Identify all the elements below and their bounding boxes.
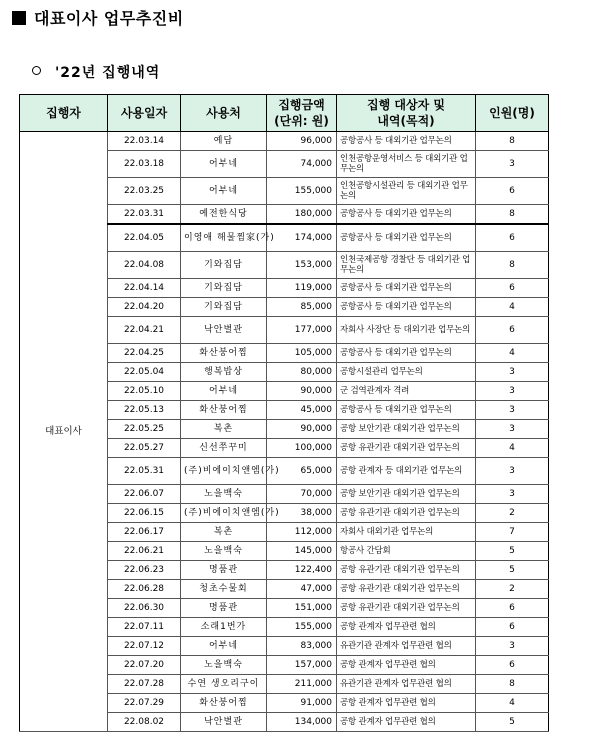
place-cell: 명품관: [181, 561, 267, 580]
amount-cell: 134,000: [267, 713, 337, 732]
count-cell: 3: [476, 420, 549, 439]
document-title-text: 대표이사 업무추진비: [34, 9, 184, 28]
count-cell: 3: [476, 485, 549, 504]
description-cell: 유관기관 관계자 업무관련 협의: [337, 637, 476, 656]
place-cell: 소래1번가: [181, 618, 267, 637]
date-cell: 22.06.07: [108, 485, 181, 504]
date-cell: 22.05.13: [108, 401, 181, 420]
description-cell: 공항공사 등 대외기관 업무논의: [337, 298, 476, 317]
header-executor: 집행자: [20, 95, 108, 132]
table-body: [20, 132, 549, 732]
description-cell: 공항공사 등 대외기관 업무논의: [337, 224, 476, 252]
header-place: 사용처: [181, 95, 267, 132]
count-cell: 3: [476, 401, 549, 420]
amount-cell: 38,000: [267, 504, 337, 523]
expense-table: [19, 94, 549, 732]
header-desc-line2: 내역(목적): [377, 114, 435, 128]
date-cell: 22.06.17: [108, 523, 181, 542]
place-cell: 신선쭈꾸미: [181, 439, 267, 458]
date-cell: 22.04.05: [108, 224, 181, 252]
description-cell: 공항 관계자 등 대외기관 업무논의: [337, 458, 476, 485]
header-amount-line2: (단위: 원): [274, 114, 329, 128]
amount-cell: 153,000: [267, 252, 337, 279]
date-cell: 22.04.21: [108, 317, 181, 344]
place-cell: 노을백숙: [181, 656, 267, 675]
date-cell: 22.07.28: [108, 675, 181, 694]
place-cell: 행복밥상: [181, 363, 267, 382]
count-cell: 4: [476, 439, 549, 458]
description-cell: 공항 보안기관 대외기관 업무논의: [337, 420, 476, 439]
place-cell: 낙안별관: [181, 317, 267, 344]
place-cell: 노을백숙: [181, 542, 267, 561]
date-cell: 22.04.25: [108, 344, 181, 363]
date-cell: 22.04.08: [108, 252, 181, 279]
date-cell: 22.03.25: [108, 178, 181, 205]
description-cell: 공항 보안기관 대외기관 업무논의: [337, 485, 476, 504]
place-cell: 어부네: [181, 637, 267, 656]
header-count: 인원(명): [476, 95, 549, 132]
description-cell: 인천공항운영서비스 등 대외기관 업무논의: [337, 151, 476, 178]
description-cell: 인천공항시설관리 등 대외기관 업무논의: [337, 178, 476, 205]
count-cell: 8: [476, 675, 549, 694]
description-cell: 공항 관계자 업무관련 협의: [337, 656, 476, 675]
count-cell: 6: [476, 618, 549, 637]
place-cell: 기와집담: [181, 279, 267, 298]
place-cell: 기와집담: [181, 252, 267, 279]
count-cell: 5: [476, 713, 549, 732]
place-cell: 어부네: [181, 178, 267, 205]
amount-cell: 83,000: [267, 637, 337, 656]
amount-cell: 180,000: [267, 205, 337, 225]
place-cell: 청초수물회: [181, 580, 267, 599]
description-cell: 자회사 사장단 등 대외기관 업무논의: [337, 317, 476, 344]
count-cell: 2: [476, 580, 549, 599]
section-subtitle: [32, 62, 160, 82]
place-cell: 기와집담: [181, 298, 267, 317]
amount-cell: 157,000: [267, 656, 337, 675]
amount-cell: 105,000: [267, 344, 337, 363]
description-cell: 자회사 대외기관 업무논의: [337, 523, 476, 542]
amount-cell: 155,000: [267, 178, 337, 205]
amount-cell: 65,000: [267, 458, 337, 485]
amount-cell: 47,000: [267, 580, 337, 599]
amount-cell: 174,000: [267, 224, 337, 252]
description-cell: 항공사 간담회: [337, 542, 476, 561]
date-cell: 22.06.30: [108, 599, 181, 618]
date-cell: 22.05.31: [108, 458, 181, 485]
description-cell: 공항 유관기관 대외기관 업무논의: [337, 580, 476, 599]
date-cell: 22.07.29: [108, 694, 181, 713]
section-subtitle-text: '22년 집행내역: [55, 65, 161, 81]
count-cell: 7: [476, 523, 549, 542]
count-cell: 6: [476, 656, 549, 675]
description-cell: 공항 관계자 업무관련 협의: [337, 694, 476, 713]
description-cell: 공항 유관기관 대외기관 업무논의: [337, 504, 476, 523]
description-cell: 공항공사 등 대외기관 업무논의: [337, 344, 476, 363]
amount-cell: 211,000: [267, 675, 337, 694]
description-cell: 공항공사 등 대외기관 업무논의: [337, 205, 476, 225]
date-cell: 22.05.04: [108, 363, 181, 382]
place-cell: 예전한식당: [181, 205, 267, 225]
circle-bullet-icon: [32, 66, 41, 75]
count-cell: 5: [476, 542, 549, 561]
description-cell: 공항시설관리 업무논의: [337, 363, 476, 382]
amount-cell: 119,000: [267, 279, 337, 298]
description-cell: 공항공사 등 대외기관 업무논의: [337, 279, 476, 298]
place-cell: 어부네: [181, 382, 267, 401]
description-cell: 공항 관계자 업무관련 협의: [337, 618, 476, 637]
place-cell: 화산붕어찜: [181, 694, 267, 713]
amount-cell: 80,000: [267, 363, 337, 382]
date-cell: 22.05.27: [108, 439, 181, 458]
place-cell: 화산붕어찜: [181, 344, 267, 363]
count-cell: 8: [476, 132, 549, 151]
place-cell: 복촌: [181, 420, 267, 439]
date-cell: 22.03.31: [108, 205, 181, 225]
amount-cell: 74,000: [267, 151, 337, 178]
date-cell: 22.08.02: [108, 713, 181, 732]
executor-cell: 대표이사: [20, 132, 108, 732]
count-cell: 4: [476, 694, 549, 713]
place-cell: 예담: [181, 132, 267, 151]
amount-cell: 70,000: [267, 485, 337, 504]
count-cell: 8: [476, 205, 549, 225]
place-cell: (주)비에이치앤엠(가): [181, 458, 267, 485]
count-cell: 6: [476, 599, 549, 618]
table-row: [20, 132, 549, 151]
header-desc-line1: 집행 대상자 및: [367, 98, 445, 112]
date-cell: 22.07.12: [108, 637, 181, 656]
date-cell: 22.05.10: [108, 382, 181, 401]
place-cell: 명품관: [181, 599, 267, 618]
count-cell: 6: [476, 224, 549, 252]
count-cell: 4: [476, 298, 549, 317]
date-cell: 22.06.21: [108, 542, 181, 561]
place-cell: 노을백숙: [181, 485, 267, 504]
description-cell: 군 검역관계자 격려: [337, 382, 476, 401]
description-cell: 공항공사 등 대외기관 업무논의: [337, 132, 476, 151]
date-cell: 22.07.11: [108, 618, 181, 637]
date-cell: 22.05.25: [108, 420, 181, 439]
date-cell: 22.04.14: [108, 279, 181, 298]
header-row: [20, 95, 549, 132]
count-cell: 2: [476, 504, 549, 523]
place-cell: 화산붕어찜: [181, 401, 267, 420]
place-cell: 어부네: [181, 151, 267, 178]
amount-cell: 151,000: [267, 599, 337, 618]
place-cell: 낙안별관: [181, 713, 267, 732]
amount-cell: 145,000: [267, 542, 337, 561]
count-cell: 5: [476, 561, 549, 580]
count-cell: 4: [476, 344, 549, 363]
square-bullet-icon: [12, 11, 26, 25]
amount-cell: 85,000: [267, 298, 337, 317]
description-cell: 공항 유관기관 대외기관 업무논의: [337, 599, 476, 618]
document-title: [12, 6, 184, 29]
description-cell: 공항공사 등 대외기관 업무논의: [337, 401, 476, 420]
amount-cell: 45,000: [267, 401, 337, 420]
count-cell: 6: [476, 178, 549, 205]
description-cell: 공항 유관기관 대외기관 업무논의: [337, 439, 476, 458]
amount-cell: 90,000: [267, 420, 337, 439]
description-cell: 인천국제공항 경찰단 등 대외기관 업무논의: [337, 252, 476, 279]
date-cell: 22.03.18: [108, 151, 181, 178]
header-description: [337, 95, 476, 132]
date-cell: 22.04.20: [108, 298, 181, 317]
header-date: 사용일자: [108, 95, 181, 132]
description-cell: 유관기관 관계자 업무관련 협의: [337, 675, 476, 694]
amount-cell: 91,000: [267, 694, 337, 713]
count-cell: 3: [476, 637, 549, 656]
count-cell: 8: [476, 252, 549, 279]
count-cell: 6: [476, 279, 549, 298]
amount-cell: 177,000: [267, 317, 337, 344]
amount-cell: 96,000: [267, 132, 337, 151]
count-cell: 3: [476, 458, 549, 485]
header-amount-line1: 집행금액: [278, 98, 325, 112]
date-cell: 22.06.23: [108, 561, 181, 580]
amount-cell: 100,000: [267, 439, 337, 458]
amount-cell: 90,000: [267, 382, 337, 401]
description-cell: 공항 관계자 업무관련 협의: [337, 713, 476, 732]
date-cell: 22.06.28: [108, 580, 181, 599]
amount-cell: 112,000: [267, 523, 337, 542]
date-cell: 22.03.14: [108, 132, 181, 151]
count-cell: 3: [476, 151, 549, 178]
amount-cell: 122,400: [267, 561, 337, 580]
place-cell: 이영애 해물찜家(가): [181, 224, 267, 252]
count-cell: 3: [476, 382, 549, 401]
amount-cell: 155,000: [267, 618, 337, 637]
description-cell: 공항 유관기관 대외기관 업무논의: [337, 561, 476, 580]
date-cell: 22.06.15: [108, 504, 181, 523]
place-cell: (주)비에이치앤엠(가): [181, 504, 267, 523]
place-cell: 수연 생오리구이: [181, 675, 267, 694]
header-amount: [267, 95, 337, 132]
count-cell: 3: [476, 363, 549, 382]
date-cell: 22.07.20: [108, 656, 181, 675]
count-cell: 6: [476, 317, 549, 344]
place-cell: 복촌: [181, 523, 267, 542]
